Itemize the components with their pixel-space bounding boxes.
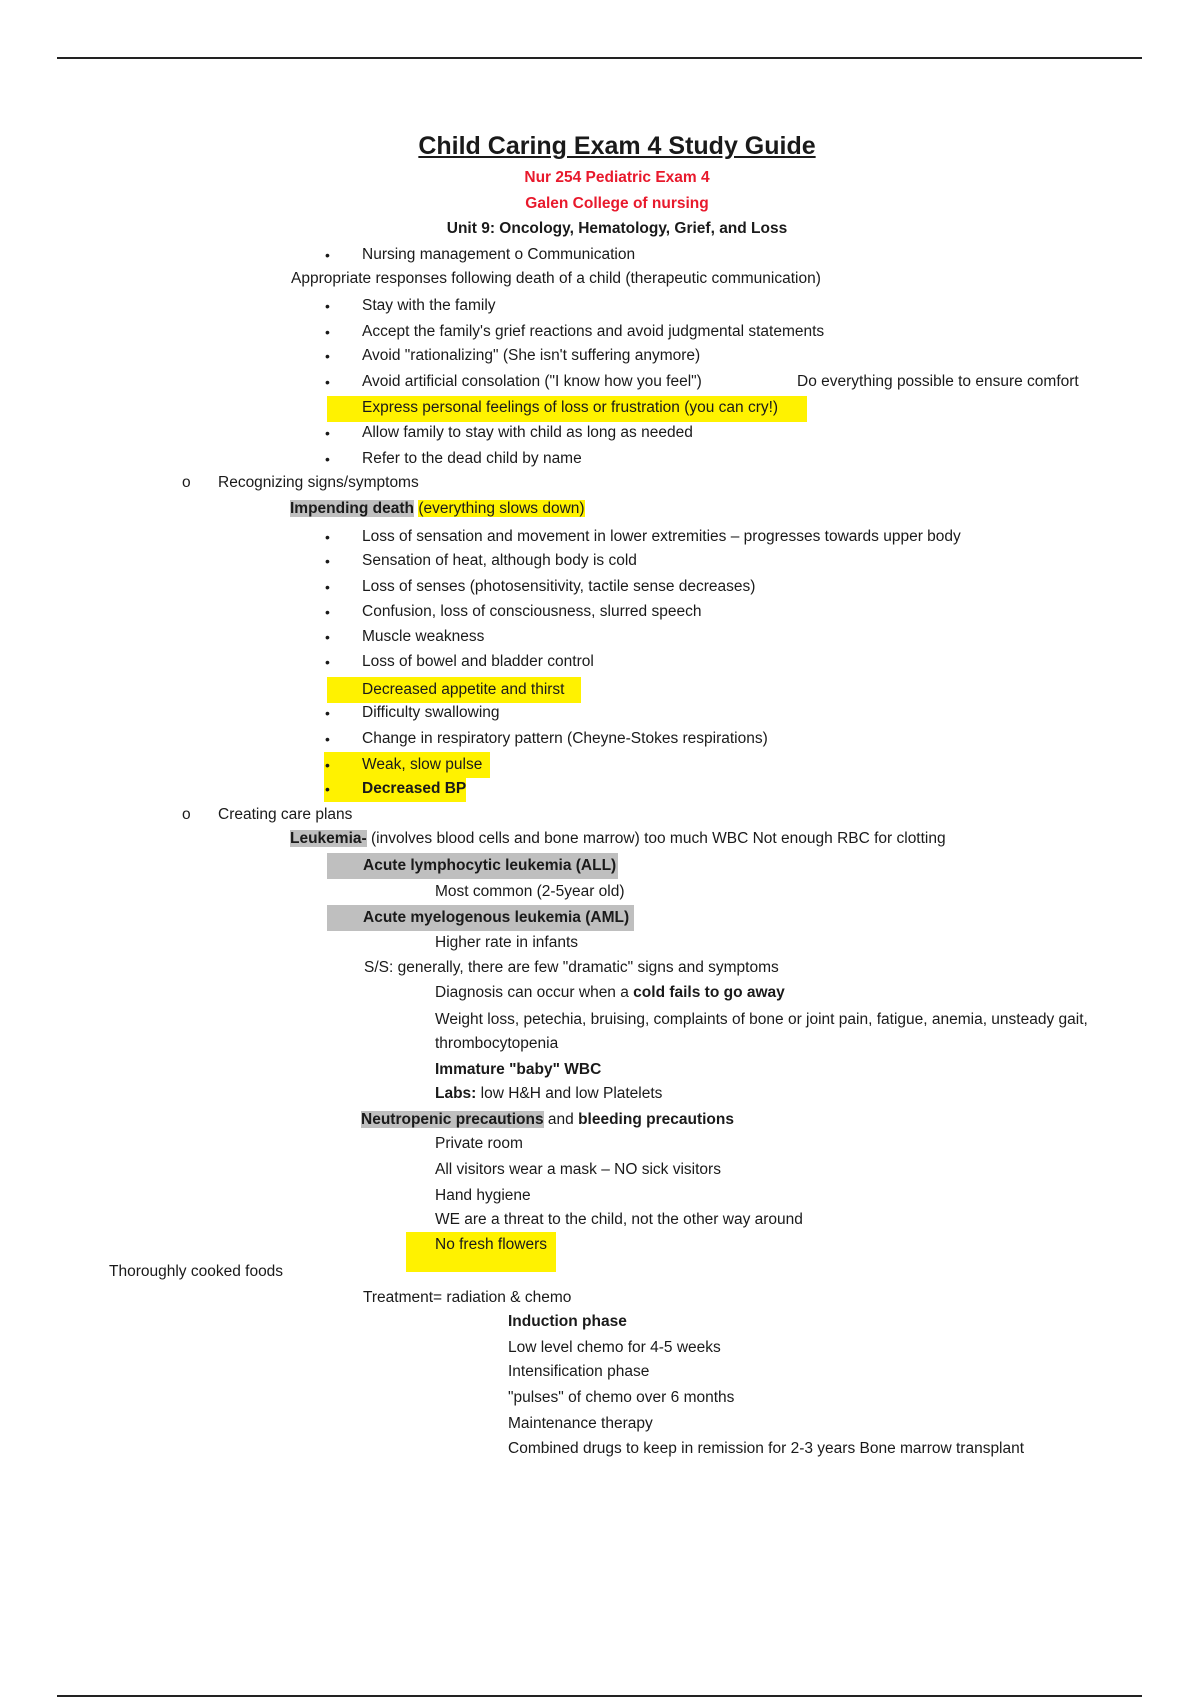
list-item: Appropriate responses following death of a child (therapeutic communication)	[291, 270, 821, 287]
list-item: Creating care plans	[218, 806, 353, 823]
list-item: Loss of bowel and bladder control	[362, 653, 594, 670]
list-item-highlighted: No fresh flowers	[435, 1236, 547, 1253]
list-item: Sensation of heat, although body is cold	[362, 552, 637, 569]
term-impending-death: Impending death	[290, 500, 414, 517]
list-item: All visitors wear a mask – NO sick visitors	[435, 1161, 721, 1178]
bullet: •	[325, 451, 330, 467]
list-item: Thoroughly cooked foods	[109, 1263, 284, 1280]
list-item: Weight loss, petechia, bruising, complaints of bone or joint pain, fatigue, anemia, unsteady gait,	[435, 1011, 1088, 1028]
list-item: Most common (2-5year old)	[435, 883, 625, 900]
phase-heading: Induction phase	[508, 1313, 627, 1330]
sub-bullet: o	[182, 474, 191, 491]
leukemia-definition: (involves blood cells and bone marrow) too much WBC Not enough RBC for clotting	[366, 830, 946, 847]
top-rule	[57, 57, 1142, 59]
list-item: Intensification phase	[508, 1363, 650, 1380]
list-item: Maintenance therapy	[508, 1415, 653, 1432]
bullet: •	[325, 654, 330, 670]
subtitle-course: Nur 254 Pediatric Exam 4	[524, 169, 710, 186]
list-item: Do everything possible to ensure comfort	[797, 373, 1079, 390]
bullet: •	[325, 348, 330, 364]
term-bleeding: bleeding precautions	[578, 1111, 734, 1128]
bullet: •	[325, 705, 330, 721]
bullet: •	[325, 604, 330, 620]
list-item: Change in respiratory pattern (Cheyne-Stokes respirations)	[362, 730, 768, 747]
list-item: Muscle weakness	[362, 628, 485, 645]
list-item: "pulses" of chemo over 6 months	[508, 1389, 735, 1406]
list-item: Low level chemo for 4-5 weeks	[508, 1339, 721, 1356]
list-item: Recognizing signs/symptoms	[218, 474, 419, 491]
list-item: Combined drugs to keep in remission for 2-3 years Bone marrow transplant	[508, 1440, 1025, 1457]
list-item: Higher rate in infants	[435, 934, 579, 951]
list-item: Refer to the dead child by name	[362, 450, 582, 467]
list-item: Loss of senses (photosensitivity, tactile sense decreases)	[362, 578, 756, 595]
bullet: •	[325, 298, 330, 314]
sub-bullet: o	[182, 806, 191, 823]
bullet: •	[325, 374, 330, 390]
labs-line	[435, 1084, 662, 1104]
list-item: Avoid "rationalizing" (She isn't suffering anymore)	[362, 347, 701, 364]
unit-heading: Unit 9: Oncology, Hematology, Grief, and Loss	[446, 220, 788, 237]
list-item: Immature "baby" WBC	[435, 1061, 602, 1078]
list-item: Accept the family's grief reactions and avoid judgmental statements	[362, 323, 825, 340]
diagnosis-line	[435, 983, 785, 1003]
list-item: S/S: generally, there are few "dramatic" signs and symptoms	[364, 959, 779, 976]
bullet: •	[325, 757, 330, 773]
bullet: •	[325, 247, 330, 263]
bullet: •	[325, 529, 330, 545]
bullet: •	[325, 425, 330, 441]
list-item: Allow family to stay with child as long as needed	[362, 424, 693, 441]
list-item: WE are a threat to the child, not the other way around	[435, 1211, 803, 1228]
list-item-highlighted: Decreased BP	[362, 780, 467, 797]
precautions-and: and	[543, 1111, 579, 1128]
list-item-highlighted: Express personal feelings of loss or frustration (you can cry!)	[362, 399, 779, 416]
term-all: Acute lymphocytic leukemia (ALL)	[363, 857, 617, 874]
term-aml: Acute myelogenous leukemia (AML)	[363, 909, 630, 926]
list-item: Stay with the family	[362, 297, 496, 314]
list-item: Confusion, loss of consciousness, slurred speech	[362, 603, 702, 620]
leukemia-line	[290, 829, 946, 849]
list-item: Nursing management o Communication	[362, 246, 636, 263]
list-item: Private room	[435, 1135, 523, 1152]
term-leukemia: Leukemia-	[290, 830, 367, 847]
bullet: •	[325, 553, 330, 569]
subtitle-college: Galen College of nursing	[525, 195, 709, 212]
precautions-line	[361, 1110, 734, 1130]
diagnosis-emphasis: cold fails to go away	[633, 984, 785, 1001]
labs-value: low H&H and low Platelets	[476, 1085, 663, 1102]
bullet: •	[325, 324, 330, 340]
list-item: Treatment= radiation & chemo	[363, 1289, 572, 1306]
impending-death-line	[290, 499, 585, 519]
bullet: •	[325, 629, 330, 645]
list-item: thrombocytopenia	[435, 1035, 559, 1052]
page-title: Child Caring Exam 4 Study Guide	[418, 132, 816, 160]
bullet: •	[325, 579, 330, 595]
list-item-highlighted: Decreased appetite and thirst	[362, 681, 565, 698]
bottom-rule	[57, 1695, 1142, 1697]
list-item: Avoid artificial consolation ("I know how you feel")	[362, 373, 702, 390]
list-item: Loss of sensation and movement in lower extremities – progresses towards upper body	[362, 528, 961, 545]
list-item: Hand hygiene	[435, 1187, 531, 1204]
bullet: •	[325, 781, 330, 797]
term-neutropenic: Neutropenic precautions	[361, 1111, 544, 1128]
diagnosis-text: Diagnosis can occur when a	[435, 984, 634, 1001]
labs-label: Labs:	[435, 1085, 477, 1102]
list-item: Difficulty swallowing	[362, 704, 500, 721]
bullet: •	[325, 731, 330, 747]
list-item-highlighted: Weak, slow pulse	[362, 756, 483, 773]
term-slows-down: (everything slows down)	[418, 500, 585, 517]
